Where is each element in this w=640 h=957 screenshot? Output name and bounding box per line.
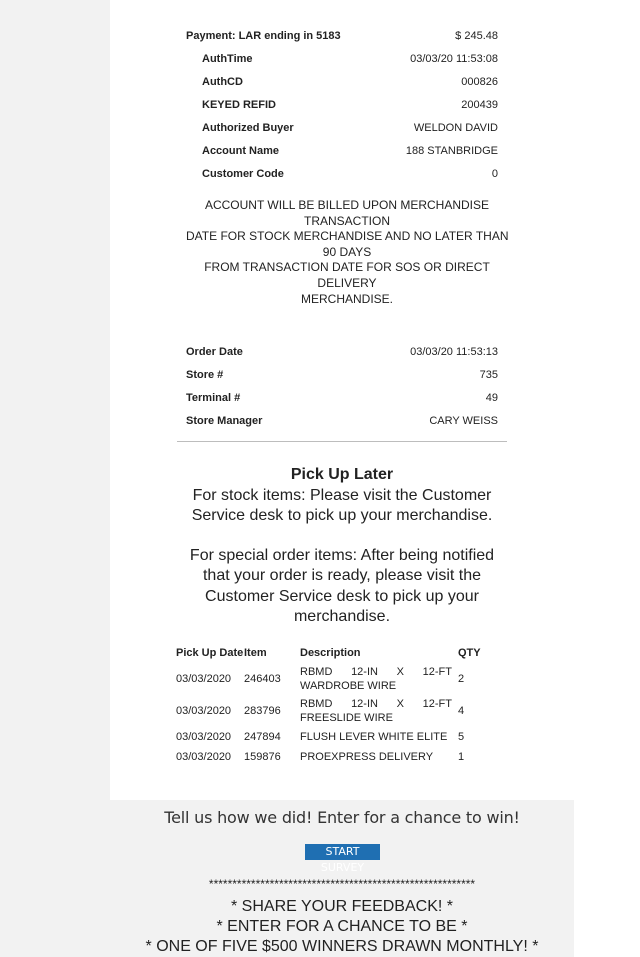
asterisk-separator: ********************************************************* bbox=[208, 877, 476, 891]
detail-label: Customer Code bbox=[202, 168, 284, 180]
notice-line: DELIVERY bbox=[317, 275, 377, 290]
notice-line: ACCOUNT WILL BE BILLED UPON MERCHANDISE bbox=[204, 198, 490, 212]
notice-line: DATE FOR STOCK MERCHANDISE AND NO LATER THAN bbox=[186, 229, 509, 244]
order-value: 49 bbox=[485, 392, 498, 404]
promo-line: * SHARE YOUR FEEDBACK! * bbox=[231, 898, 453, 915]
header-item: Item bbox=[244, 647, 267, 659]
cell-item: 247894 bbox=[244, 731, 281, 743]
cell-item: 246403 bbox=[244, 673, 281, 685]
order-value: 735 bbox=[479, 369, 498, 381]
cell-qty: 2 bbox=[458, 673, 465, 685]
order-value: CARY WEISS bbox=[429, 415, 498, 427]
pickup-line: For stock items: Please visit the Customer bbox=[192, 487, 492, 504]
detail-label: AuthTime bbox=[202, 53, 253, 65]
pickup-line: merchandise. bbox=[293, 607, 391, 625]
cell-date: 03/03/2020 bbox=[176, 705, 232, 717]
section-divider bbox=[177, 441, 507, 442]
cell-qty: 4 bbox=[458, 705, 465, 717]
desc-line2: FREESLIDE WIRE bbox=[300, 712, 393, 724]
billing-notice bbox=[186, 198, 508, 307]
desc-word: 12-IN bbox=[351, 698, 378, 710]
pickup-line: that your order is ready, please visit the bbox=[202, 567, 482, 585]
pickup-line: Customer Service desk to pick up your bbox=[205, 587, 479, 605]
survey-section bbox=[110, 800, 574, 957]
desc-word: X bbox=[396, 666, 404, 678]
cell-description bbox=[300, 695, 458, 727]
header-pickup-date: Pick Up Date bbox=[176, 647, 244, 659]
pickup-items-table bbox=[176, 643, 488, 767]
detail-value: 200439 bbox=[461, 99, 498, 111]
desc-word: 12-FT bbox=[422, 698, 452, 710]
order-label: Terminal # bbox=[186, 392, 241, 404]
notice-line: 90 DAYS bbox=[322, 244, 372, 259]
cell-date: 03/03/2020 bbox=[176, 731, 232, 743]
notice-line: FROM TRANSACTION DATE FOR SOS OR DIRECT bbox=[204, 260, 490, 275]
cell-qty: 1 bbox=[458, 751, 465, 763]
cell-item: 159876 bbox=[244, 751, 281, 763]
cell-description: PROEXPRESS DELIVERY bbox=[300, 751, 434, 763]
table-header-row bbox=[176, 643, 488, 663]
pickup-line: Service desk to pick up your merchandise. bbox=[191, 507, 493, 525]
pickup-special-text bbox=[150, 546, 534, 627]
payment-amount: $ 245.48 bbox=[455, 30, 498, 42]
detail-value: 0 bbox=[491, 168, 498, 180]
desc-word: 12-IN bbox=[351, 666, 378, 678]
table-row bbox=[176, 747, 488, 767]
detail-label: KEYED REFID bbox=[202, 99, 276, 111]
detail-value: 000826 bbox=[461, 76, 498, 88]
start-survey-button[interactable]: START SURVEY bbox=[305, 844, 380, 860]
order-label: Store # bbox=[186, 369, 224, 381]
pickup-stock-text bbox=[150, 486, 534, 527]
detail-label: Account Name bbox=[202, 145, 280, 157]
table-row bbox=[176, 695, 488, 727]
table-row bbox=[176, 727, 488, 747]
promo-line: * ENTER FOR A CHANCE TO BE * bbox=[216, 918, 468, 935]
notice-line: MERCHANDISE. bbox=[300, 291, 393, 306]
cell-date: 03/03/2020 bbox=[176, 751, 232, 763]
detail-label: Authorized Buyer bbox=[202, 122, 294, 134]
desc-word: X bbox=[396, 698, 404, 710]
cell-date: 03/03/2020 bbox=[176, 673, 232, 685]
desc-word: RBMD bbox=[300, 698, 333, 710]
cell-item: 283796 bbox=[244, 705, 281, 717]
payment-label: Payment: LAR ending in 5183 bbox=[186, 30, 341, 42]
table-row bbox=[176, 663, 488, 695]
detail-value: 03/03/20 11:53:08 bbox=[410, 53, 498, 65]
pickup-line: For special order items: After being notified bbox=[189, 547, 495, 564]
detail-value: WELDON DAVID bbox=[413, 122, 498, 134]
order-value: 03/03/20 11:53:13 bbox=[410, 346, 498, 358]
cell-description bbox=[300, 663, 458, 695]
detail-value: 188 STANBRIDGE bbox=[405, 145, 498, 157]
order-label: Store Manager bbox=[186, 415, 263, 427]
desc-line2: WARDROBE WIRE bbox=[300, 680, 397, 692]
cell-qty: 5 bbox=[458, 731, 465, 743]
header-description: Description bbox=[300, 647, 361, 659]
promo-line: * ONE OF FIVE $500 WINNERS DRAWN MONTHLY! * bbox=[145, 938, 539, 955]
receipt-body bbox=[110, 0, 574, 800]
header-qty: QTY bbox=[458, 647, 481, 659]
right-gutter bbox=[574, 0, 640, 957]
desc-word: RBMD bbox=[300, 666, 333, 678]
detail-label: AuthCD bbox=[202, 76, 243, 88]
desc-word: 12-FT bbox=[422, 666, 452, 678]
survey-heading: Tell us how we did! Enter for a chance to win! bbox=[164, 808, 520, 827]
notice-line: TRANSACTION bbox=[303, 213, 390, 228]
order-label: Order Date bbox=[186, 346, 243, 358]
pickup-title: Pick Up Later bbox=[290, 466, 394, 483]
left-gutter bbox=[0, 0, 110, 957]
cell-description: FLUSH LEVER WHITE ELITE bbox=[300, 731, 448, 743]
